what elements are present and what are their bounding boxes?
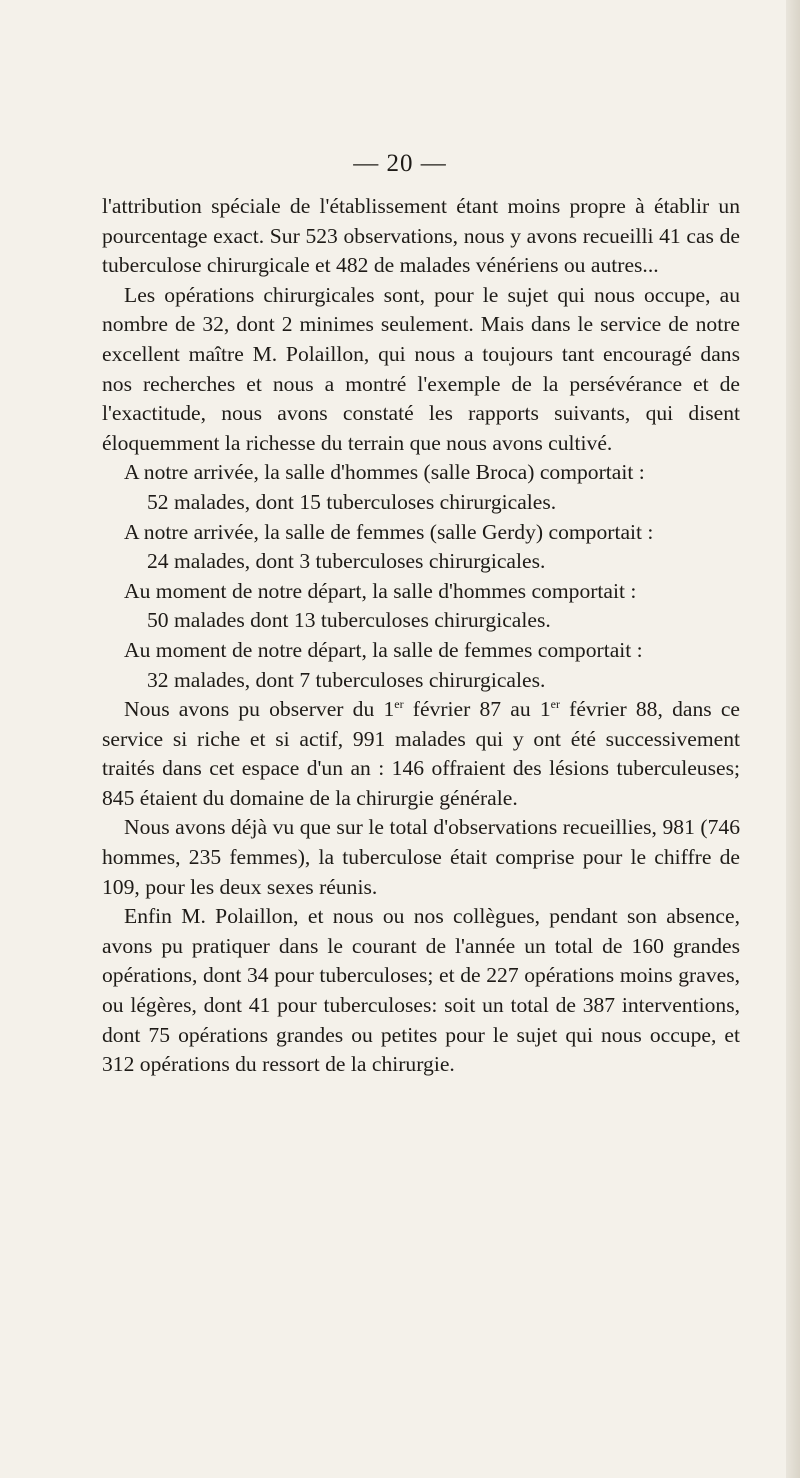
paragraph-total-observations: Nous avons déjà vu que sur le total d'observations recueillies, 981 (746 hommes, 235 femmes), la tuberculose était comprise pour le chiffre de 109, pour les deux sexes réunis. <box>102 815 740 899</box>
paragraph-observation-period <box>102 695 740 813</box>
period-text-end: février 88, dans ce service si riche et si actif, 991 malades qui y ont été successivement traités dans cet espace d'un an : 146 offraient des lésions tuberculeuses; 845 étaient du domaine de la chirurgie générale. <box>102 697 741 810</box>
stat-women-arrival-heading: A notre arrivée, la salle de femmes (salle Gerdy) comportait : <box>124 519 654 544</box>
stat-men-arrival-value: 52 malades, dont 15 tuberculoses chirurgicales. <box>147 489 557 514</box>
paragraph-surgeries: Enfin M. Polaillon, et nous ou nos collègues, pendant son absence, avons pu pratiquer dans le courant de l'année un total de 160 grandes opérations, dont 34 pour tuberculoses; et de 227 opérations moins graves, ou légères, dont 41 pour tuberculoses: soit un total de 387 interventions, dont 75 opérations grandes ou petites pour le sujet qui nous occupe, et 312 opérations du ressort de la chirurgie. <box>102 904 740 1077</box>
stat-women-arrival-value: 24 malades, dont 3 tuberculoses chirurgicales. <box>147 549 546 574</box>
page-edge <box>786 0 800 1478</box>
stat-women-departure-value: 32 malades, dont 7 tuberculoses chirurgicales. <box>147 667 546 692</box>
superscript-er-2: er <box>550 696 560 711</box>
stat-men-departure-value: 50 malades dont 13 tuberculoses chirurgicales. <box>147 608 551 633</box>
stat-men-departure-heading: Au moment de notre départ, la salle d'hommes comportait : <box>124 578 637 603</box>
stat-women-departure-heading: Au moment de notre départ, la salle de femmes comportait : <box>124 637 643 662</box>
period-text-mid: février 87 au 1 <box>403 697 551 722</box>
page-number: — 20 — <box>353 150 447 177</box>
period-text-start: Nous avons pu observer du 1 <box>124 697 395 722</box>
stat-men-arrival-heading: A notre arrivée, la salle d'hommes (salle Broca) comportait : <box>124 460 645 485</box>
paragraph-operations: Les opérations chirurgicales sont, pour le sujet qui nous occupe, au nombre de 32, dont 2 minimes seulement. Mais dans le service de notre excellent maître M. Polaillon, qui nous a toujours tant encouragé dans nos recherches et nous a montré l'exemple de la persévérance et de l'exactitude, nous avons constaté les rapports suivants, qui disent éloquemment la richesse du terrain que nous avons cultivé. <box>102 282 740 455</box>
paragraph-attribution: l'attribution spéciale de l'établissement étant moins propre à établir un pourcentage exact. Sur 523 observations, nous y avons recueilli 41 cas de tuberculose chirurgicale et 482 de malades vénériens ou autres... <box>102 194 740 278</box>
superscript-er-1: er <box>394 696 404 711</box>
body-text <box>102 192 740 1080</box>
